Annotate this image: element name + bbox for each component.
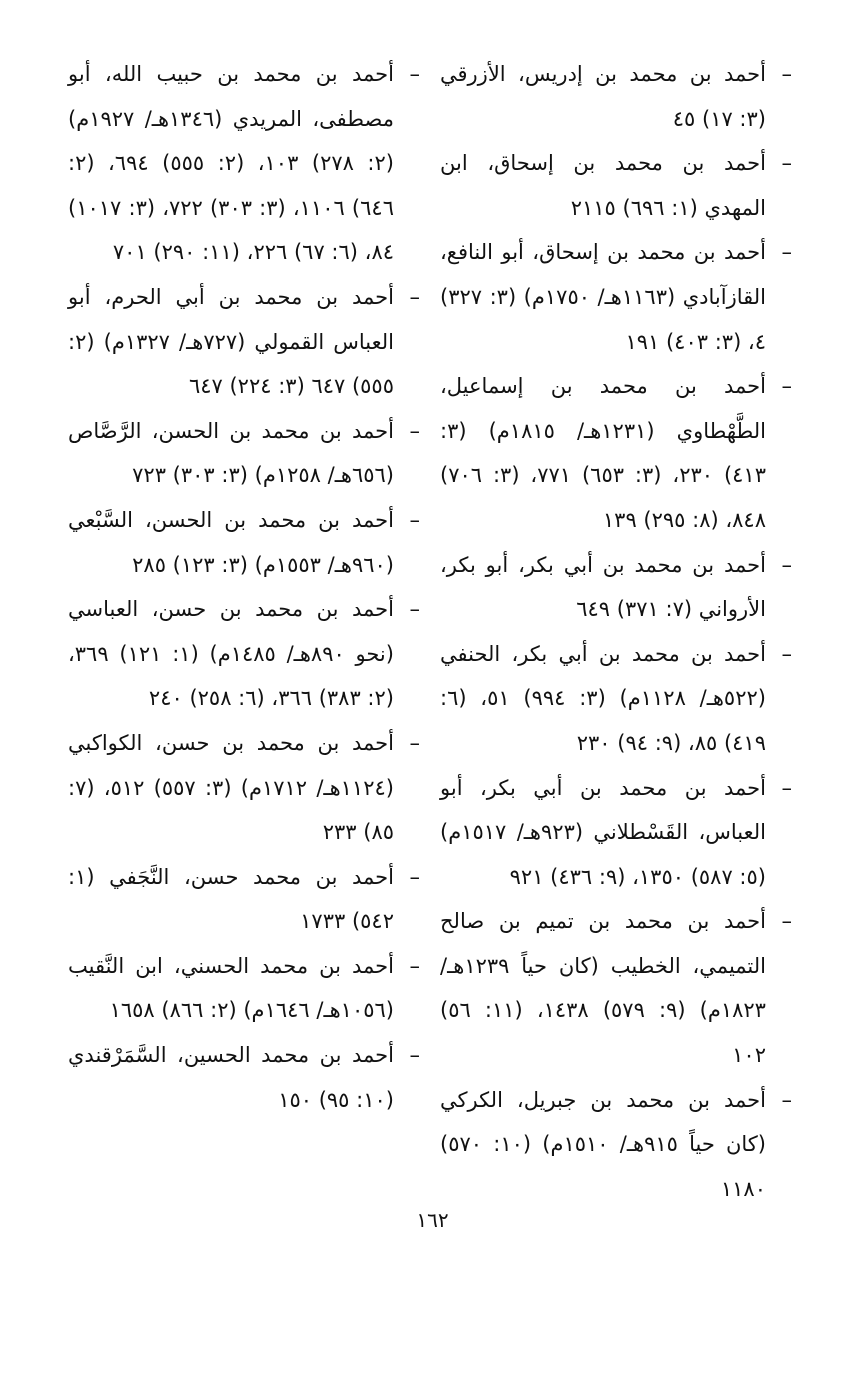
- entry-dash: –: [781, 775, 792, 800]
- index-entry: [440, 230, 792, 364]
- index-entry: [440, 899, 792, 1077]
- entry-dash: –: [409, 507, 420, 532]
- index-entry: [68, 721, 420, 855]
- entry-text: أحمد بن محمد بن أبي بكر، أبو بكر، الأرواني (٧: ٣٧١) ٦٤٩: [440, 552, 766, 622]
- entry-text: أحمد بن محمد بن إسحاق، أبو النافع، القازآبادي (١١٦٣هـ/ ١٧٥٠م) (٣: ٣٢٧) ٤، (٣: ٤٠٣) ١٩١: [440, 240, 766, 354]
- entry-text: أحمد بن محمد بن أبي بكر، الحنفي (٥٢٢هـ/ ١١٢٨م) (٣: ٩٩٤) ٥١، (٦: ٤١٩) ٨٥، (٩: ٩٤) ٢٣٠: [440, 641, 766, 755]
- entry-dash: –: [781, 62, 792, 86]
- entry-text: أحمد بن محمد حسن، النَّجَفي (١: ٥٤٢) ١٧٣٣: [68, 864, 394, 934]
- index-column-right: [440, 52, 792, 1211]
- index-entry: [68, 944, 420, 1033]
- entry-text: أحمد بن محمد بن الحسن، السَّبْعي (٩٦٠هـ/ ١٥٥٣م) (٣: ١٢٣) ٢٨٥: [68, 507, 394, 577]
- entry-dash: –: [409, 864, 420, 889]
- index-entry: [68, 409, 420, 498]
- entry-text: أحمد بن محمد بن أبي بكر، أبو العباس، القَسْطلاني (٩٢٣هـ/ ١٥١٧م) (٥: ٥٨٧) ١٣٥٠، (٩: ٤٣٦) ٩٢١: [440, 775, 767, 889]
- index-entry: [440, 1078, 792, 1212]
- index-entry: [68, 587, 420, 721]
- entry-dash: –: [781, 641, 792, 666]
- entry-text: أحمد بن محمد بن إدريس، الأزرقي (٣: ١٧) ٤٥: [440, 62, 766, 131]
- index-column-left: [68, 52, 420, 1122]
- entry-text: أحمد بن محمد بن إسحاق، ابن المهدي (١: ٦٩٦) ٢١١٥: [440, 151, 766, 220]
- index-entry: [68, 855, 420, 944]
- entry-dash: –: [409, 597, 420, 622]
- entry-dash: –: [409, 953, 420, 978]
- index-entry: [68, 275, 420, 409]
- entry-dash: –: [409, 418, 420, 443]
- entry-dash: –: [781, 240, 792, 265]
- index-entry: [68, 498, 420, 587]
- index-entry: [68, 52, 420, 275]
- entry-dash: –: [409, 730, 420, 755]
- entry-text: أحمد بن محمد بن تميم بن صالح التميمي، الخطيب (كان حياً ١٢٣٩هـ/ ١٨٢٣م) (٩: ٥٧٩) ١٤٣٨، (١١: ٥٦) ١٠٢: [440, 909, 766, 1068]
- index-entry: [440, 766, 792, 900]
- page-number: ١٦٢: [416, 1208, 449, 1232]
- index-entry: [68, 1033, 420, 1122]
- entry-text: أحمد بن محمد بن جبريل، الكركي (كان حياً ٩١٥هـ/ ١٥١٠م) (١٠: ٥٧٠) ١١٨٠: [440, 1087, 766, 1201]
- index-entry: [440, 52, 792, 141]
- entry-text: أحمد بن محمد بن حسن، العباسي (نحو ٨٩٠هـ/ ١٤٨٥م) (١: ١٢١) ٣٦٩، (٢: ٣٨٣) ٣٦٦، (٦: ٢٥٨) ٢٤٠: [68, 597, 394, 711]
- entry-dash: –: [781, 1087, 792, 1112]
- entry-text: أحمد بن محمد بن حسن، الكواكبي (١١٢٤هـ/ ١٧١٢م) (٣: ٥٥٧) ٥١٢، (٧: ٨٥) ٢٣٣: [68, 730, 394, 845]
- entry-dash: –: [781, 151, 792, 176]
- index-entry: [440, 632, 792, 766]
- entry-dash: –: [781, 909, 792, 934]
- index-entry: [440, 543, 792, 632]
- index-entry: [440, 141, 792, 230]
- entry-dash: –: [409, 1043, 420, 1068]
- entry-text: أحمد بن محمد بن إسماعيل، الطَّهْطاوي (١٢٣١هـ/ ١٨١٥م) (٣: ٤١٣) ٢٣٠، (٣: ٦٥٣) ٧٧١، (٣: ٧٠٦) ٨٤٨، (٨: ٢٩٥) ١٣٩: [440, 374, 766, 532]
- entry-dash: –: [781, 374, 792, 399]
- entry-dash: –: [409, 62, 420, 86]
- entry-dash: –: [409, 284, 420, 309]
- index-entry: [440, 364, 792, 542]
- entry-dash: –: [781, 552, 792, 577]
- entry-text: أحمد بن محمد الحسني، ابن النَّقيب (١٠٥٦هـ/ ١٦٤٦م) (٢: ٨٦٦) ١٦٥٨: [68, 953, 394, 1023]
- entry-text: أحمد بن محمد الحسين، السَّمَرْقندي (١٠: ٩٥) ١٥٠: [68, 1043, 394, 1112]
- entry-text: أحمد بن محمد بن حبيب الله، أبو مصطفى، المريدي (١٣٤٦هـ/ ١٩٢٧م) (٢: ٢٧٨) ١٠٣، (٢: ٥٥٥) ٦٩٤، (٢: ٦٤٦) ١١٠٦، (٣: ٣٠٣) ٧٢٢، (٣: ١٠١٧) ٨٤، (٦: ٦٧) ٢٢٦، (١١: ٢٩٠) ٧٠١: [68, 62, 394, 265]
- entry-text: أحمد بن محمد بن أبي الحرم، أبو العباس القمولي (٧٢٧هـ/ ١٣٢٧م) (٢: ٥٥٥) ٦٤٧ (٣: ٢٢٤) ٦٤٧: [68, 284, 394, 399]
- entry-text: أحمد بن محمد بن الحسن، الرَّصَّاص (٦٥٦هـ/ ١٢٥٨م) (٣: ٣٠٣) ٧٢٣: [68, 418, 394, 488]
